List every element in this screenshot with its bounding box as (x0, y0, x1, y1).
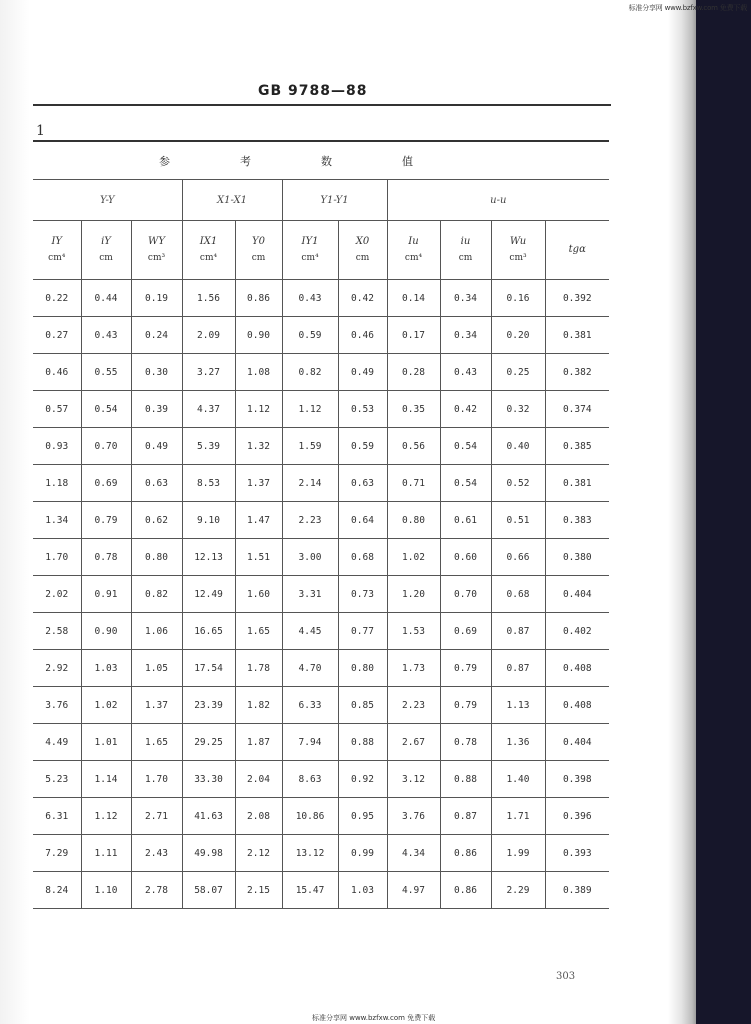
table-cell: 0.60 (440, 539, 491, 576)
table-cell: 0.68 (491, 576, 545, 613)
scan-left-shade (0, 0, 30, 1024)
column-header (33, 221, 81, 280)
table-cell: 0.82 (131, 576, 182, 613)
table-cell: 49.98 (182, 835, 235, 872)
group-header: Y1-Y1 (282, 180, 387, 221)
table-cell: 2.12 (235, 835, 282, 872)
table-cell: 2.29 (491, 872, 545, 909)
table-cell: 1.11 (81, 835, 131, 872)
column-unit: cm (99, 253, 113, 263)
table-cell: 0.35 (387, 391, 440, 428)
table-cell: 17.54 (182, 650, 235, 687)
table-cell: 0.62 (131, 502, 182, 539)
column-symbol: X0 (355, 236, 370, 247)
table-cell: 0.82 (282, 354, 338, 391)
table-cell: 2.15 (235, 872, 282, 909)
standard-number: GB 9788—88 (258, 83, 368, 99)
table-row (33, 650, 609, 687)
table-cell: 0.20 (491, 317, 545, 354)
table-cell: 0.27 (33, 317, 81, 354)
table-title: 参考数值 (33, 141, 609, 180)
table-cell: 1.59 (282, 428, 338, 465)
table-cell: 2.09 (182, 317, 235, 354)
table-cell: 0.34 (440, 317, 491, 354)
table-cell: 0.59 (282, 317, 338, 354)
table-cell: 0.78 (440, 724, 491, 761)
table-cell: 0.396 (545, 798, 609, 835)
table-row (33, 761, 609, 798)
table-cell: 0.95 (338, 798, 387, 835)
table-cell: 1.71 (491, 798, 545, 835)
table-cell: 0.88 (338, 724, 387, 761)
table-cell: 2.08 (235, 798, 282, 835)
table-cell: 0.91 (81, 576, 131, 613)
table-cell: 8.24 (33, 872, 81, 909)
table-cell: 4.34 (387, 835, 440, 872)
table-cell: 7.94 (282, 724, 338, 761)
column-header (338, 221, 387, 280)
table-cell: 1.60 (235, 576, 282, 613)
table-cell: 0.385 (545, 428, 609, 465)
table-cell: 3.27 (182, 354, 235, 391)
table-cell: 0.87 (491, 613, 545, 650)
table-cell: 10.86 (282, 798, 338, 835)
column-symbol: tgα (568, 244, 586, 255)
table-cell: 1.37 (131, 687, 182, 724)
table-cell: 0.55 (81, 354, 131, 391)
table-cell: 41.63 (182, 798, 235, 835)
table-cell: 16.65 (182, 613, 235, 650)
table-cell: 7.29 (33, 835, 81, 872)
table-cell: 1.10 (81, 872, 131, 909)
table-cell: 23.39 (182, 687, 235, 724)
table-cell: 33.30 (182, 761, 235, 798)
table-cell: 0.88 (440, 761, 491, 798)
table-cell: 0.398 (545, 761, 609, 798)
table-cell: 0.78 (81, 539, 131, 576)
table-cell: 0.79 (81, 502, 131, 539)
column-unit: cm⁴ (301, 253, 319, 263)
table-cell: 0.71 (387, 465, 440, 502)
table-cell: 5.39 (182, 428, 235, 465)
table-cell: 0.43 (440, 354, 491, 391)
table-cell: 1.82 (235, 687, 282, 724)
table-row (33, 539, 609, 576)
table-cell: 0.24 (131, 317, 182, 354)
column-symbol: iY (101, 236, 111, 247)
column-unit: cm (355, 253, 370, 263)
table-cell: 2.23 (387, 687, 440, 724)
table-row (33, 576, 609, 613)
table-cell: 1.14 (81, 761, 131, 798)
table-cell: 1.05 (131, 650, 182, 687)
table-cell: 0.16 (491, 280, 545, 317)
table-cell: 0.404 (545, 724, 609, 761)
table-cell: 1.32 (235, 428, 282, 465)
table-cell: 1.20 (387, 576, 440, 613)
table-cell: 0.25 (491, 354, 545, 391)
column-symbol: WY (148, 236, 165, 247)
table-cell: 8.63 (282, 761, 338, 798)
table-cell: 1.12 (282, 391, 338, 428)
table-cell: 0.382 (545, 354, 609, 391)
table-cell: 0.54 (81, 391, 131, 428)
watermark-bottom: 标准分享网 www.bzfxw.com 免费下载 (312, 1014, 436, 1022)
table-cell: 9.10 (182, 502, 235, 539)
column-header (282, 221, 338, 280)
table-cell: 0.32 (491, 391, 545, 428)
table-cell: 0.42 (440, 391, 491, 428)
table-cell: 1.18 (33, 465, 81, 502)
table-cell: 2.92 (33, 650, 81, 687)
table-cell: 1.73 (387, 650, 440, 687)
table-cell: 0.54 (440, 465, 491, 502)
scanner-background (696, 0, 751, 1024)
column-symbol: IX1 (199, 236, 218, 247)
group-header: Y-Y (33, 180, 182, 221)
column-header (131, 221, 182, 280)
table-cell: 4.97 (387, 872, 440, 909)
table-cell: 1.56 (182, 280, 235, 317)
table-cell: 1.02 (387, 539, 440, 576)
table-cell: 0.80 (387, 502, 440, 539)
table-row (33, 465, 609, 502)
table-cell: 0.392 (545, 280, 609, 317)
group-header: u-u (387, 180, 609, 221)
table-cell: 4.70 (282, 650, 338, 687)
table-cell: 1.02 (81, 687, 131, 724)
table-cell: 8.53 (182, 465, 235, 502)
table-cell: 0.19 (131, 280, 182, 317)
table-cell: 2.71 (131, 798, 182, 835)
table-cell: 0.40 (491, 428, 545, 465)
table-cell: 0.44 (81, 280, 131, 317)
table-cell: 1.65 (235, 613, 282, 650)
table-cell: 2.58 (33, 613, 81, 650)
table-cell: 1.99 (491, 835, 545, 872)
table-cell: 1.70 (131, 761, 182, 798)
column-unit: cm³ (147, 253, 166, 263)
reference-values-table (33, 140, 609, 909)
table-cell: 0.80 (338, 650, 387, 687)
table-cell: 4.45 (282, 613, 338, 650)
table-cell: 0.86 (440, 872, 491, 909)
table-cell: 0.402 (545, 613, 609, 650)
table-row (33, 502, 609, 539)
table-cell: 0.383 (545, 502, 609, 539)
table-cell: 0.69 (81, 465, 131, 502)
table-cell: 0.389 (545, 872, 609, 909)
table-cell: 1.37 (235, 465, 282, 502)
table-cell: 0.30 (131, 354, 182, 391)
table-row (33, 687, 609, 724)
table-row (33, 354, 609, 391)
table-cell: 0.53 (338, 391, 387, 428)
table-cell: 0.92 (338, 761, 387, 798)
column-header (182, 221, 235, 280)
table-cell: 0.49 (131, 428, 182, 465)
table-row (33, 872, 609, 909)
table-cell: 13.12 (282, 835, 338, 872)
table-cell: 15.47 (282, 872, 338, 909)
table-cell: 1.12 (235, 391, 282, 428)
column-header (387, 221, 440, 280)
column-symbol: iu (460, 236, 471, 247)
table-row (33, 317, 609, 354)
table-cell: 0.404 (545, 576, 609, 613)
table-cell: 1.12 (81, 798, 131, 835)
table-cell: 0.43 (282, 280, 338, 317)
table-cell: 0.66 (491, 539, 545, 576)
table-cell: 3.31 (282, 576, 338, 613)
table-cell: 4.49 (33, 724, 81, 761)
table-cell: 0.61 (440, 502, 491, 539)
table-cell: 29.25 (182, 724, 235, 761)
column-unit: cm⁴ (199, 253, 218, 263)
column-symbol: IY (51, 236, 63, 247)
page-number: 303 (556, 971, 576, 982)
column-unit: cm⁴ (48, 253, 66, 263)
table-cell: 0.381 (545, 465, 609, 502)
table-cell: 1.51 (235, 539, 282, 576)
table-cell: 0.64 (338, 502, 387, 539)
table-cell: 0.85 (338, 687, 387, 724)
table-cell: 0.59 (338, 428, 387, 465)
table-cell: 0.63 (338, 465, 387, 502)
column-header (235, 221, 282, 280)
column-symbol: Y0 (252, 236, 265, 247)
table-cell: 0.86 (440, 835, 491, 872)
table-cell: 0.90 (235, 317, 282, 354)
table-cell: 0.80 (131, 539, 182, 576)
table-row (33, 835, 609, 872)
table-cell: 2.67 (387, 724, 440, 761)
table-cell: 1.08 (235, 354, 282, 391)
table-cell: 0.93 (33, 428, 81, 465)
column-header (545, 221, 609, 280)
table-cell: 5.23 (33, 761, 81, 798)
table-cell: 1.01 (81, 724, 131, 761)
table-row (33, 391, 609, 428)
table-cell: 0.52 (491, 465, 545, 502)
table-row (33, 724, 609, 761)
table-cell: 1.13 (491, 687, 545, 724)
column-header (81, 221, 131, 280)
table-cell: 0.39 (131, 391, 182, 428)
table-cell: 0.42 (338, 280, 387, 317)
table-cell: 0.49 (338, 354, 387, 391)
table-cell: 0.87 (440, 798, 491, 835)
table-cell: 1.36 (491, 724, 545, 761)
group-header: X1-X1 (182, 180, 282, 221)
table-cell: 0.86 (235, 280, 282, 317)
table-cell: 0.54 (440, 428, 491, 465)
table-cell: 0.34 (440, 280, 491, 317)
header-rule (33, 104, 611, 106)
column-symbol: Wu (509, 236, 527, 247)
table-cell: 1.87 (235, 724, 282, 761)
table-cell: 2.04 (235, 761, 282, 798)
table-cell: 0.43 (81, 317, 131, 354)
table-cell: 1.03 (81, 650, 131, 687)
table-cell: 0.381 (545, 317, 609, 354)
table-cell: 1.40 (491, 761, 545, 798)
table-cell: 2.14 (282, 465, 338, 502)
column-unit: cm (251, 253, 266, 263)
table-cell: 0.408 (545, 650, 609, 687)
table-cell: 1.65 (131, 724, 182, 761)
table-cell: 1.03 (338, 872, 387, 909)
table-cell: 0.69 (440, 613, 491, 650)
column-symbol: Iu (408, 236, 419, 247)
table-cell: 0.380 (545, 539, 609, 576)
section-number: 1 (36, 123, 45, 139)
table-cell: 3.76 (33, 687, 81, 724)
column-unit: cm⁴ (404, 253, 423, 263)
table-cell: 1.34 (33, 502, 81, 539)
table-cell: 2.78 (131, 872, 182, 909)
table-cell: 12.13 (182, 539, 235, 576)
column-header (491, 221, 545, 280)
table-cell: 2.43 (131, 835, 182, 872)
table-cell: 0.46 (338, 317, 387, 354)
table-cell: 0.77 (338, 613, 387, 650)
table-cell: 0.22 (33, 280, 81, 317)
table-cell: 0.70 (440, 576, 491, 613)
table-cell: 2.02 (33, 576, 81, 613)
table-cell: 0.393 (545, 835, 609, 872)
table-row (33, 428, 609, 465)
table-cell: 1.53 (387, 613, 440, 650)
column-symbol: IY1 (301, 236, 319, 247)
table-cell: 0.28 (387, 354, 440, 391)
book-spine-shadow (668, 0, 698, 1024)
column-unit: cm³ (509, 253, 527, 263)
table-cell: 3.12 (387, 761, 440, 798)
table-cell: 0.90 (81, 613, 131, 650)
table-cell: 0.51 (491, 502, 545, 539)
table-cell: 0.63 (131, 465, 182, 502)
table-cell: 0.79 (440, 650, 491, 687)
table-cell: 6.31 (33, 798, 81, 835)
table-cell: 0.56 (387, 428, 440, 465)
table-cell: 4.37 (182, 391, 235, 428)
table-cell: 1.47 (235, 502, 282, 539)
table-cell: 2.23 (282, 502, 338, 539)
table-cell: 0.70 (81, 428, 131, 465)
table-cell: 58.07 (182, 872, 235, 909)
table-cell: 12.49 (182, 576, 235, 613)
column-unit: cm (458, 253, 473, 263)
table-cell: 1.70 (33, 539, 81, 576)
table-cell: 1.78 (235, 650, 282, 687)
table-cell: 1.06 (131, 613, 182, 650)
table-row (33, 280, 609, 317)
table-cell: 0.87 (491, 650, 545, 687)
table-cell: 0.73 (338, 576, 387, 613)
table-cell: 0.79 (440, 687, 491, 724)
table-cell: 0.14 (387, 280, 440, 317)
table-cell: 3.76 (387, 798, 440, 835)
column-header (440, 221, 491, 280)
table-cell: 6.33 (282, 687, 338, 724)
table-cell: 0.46 (33, 354, 81, 391)
table-cell: 0.374 (545, 391, 609, 428)
watermark-top: 标准分享网 www.bzfxw.com 免费下载 (628, 4, 747, 12)
table-cell: 0.99 (338, 835, 387, 872)
table-row (33, 798, 609, 835)
table-cell: 3.00 (282, 539, 338, 576)
table-row (33, 613, 609, 650)
table-cell: 0.17 (387, 317, 440, 354)
table-cell: 0.57 (33, 391, 81, 428)
table-cell: 0.68 (338, 539, 387, 576)
table-cell: 0.408 (545, 687, 609, 724)
